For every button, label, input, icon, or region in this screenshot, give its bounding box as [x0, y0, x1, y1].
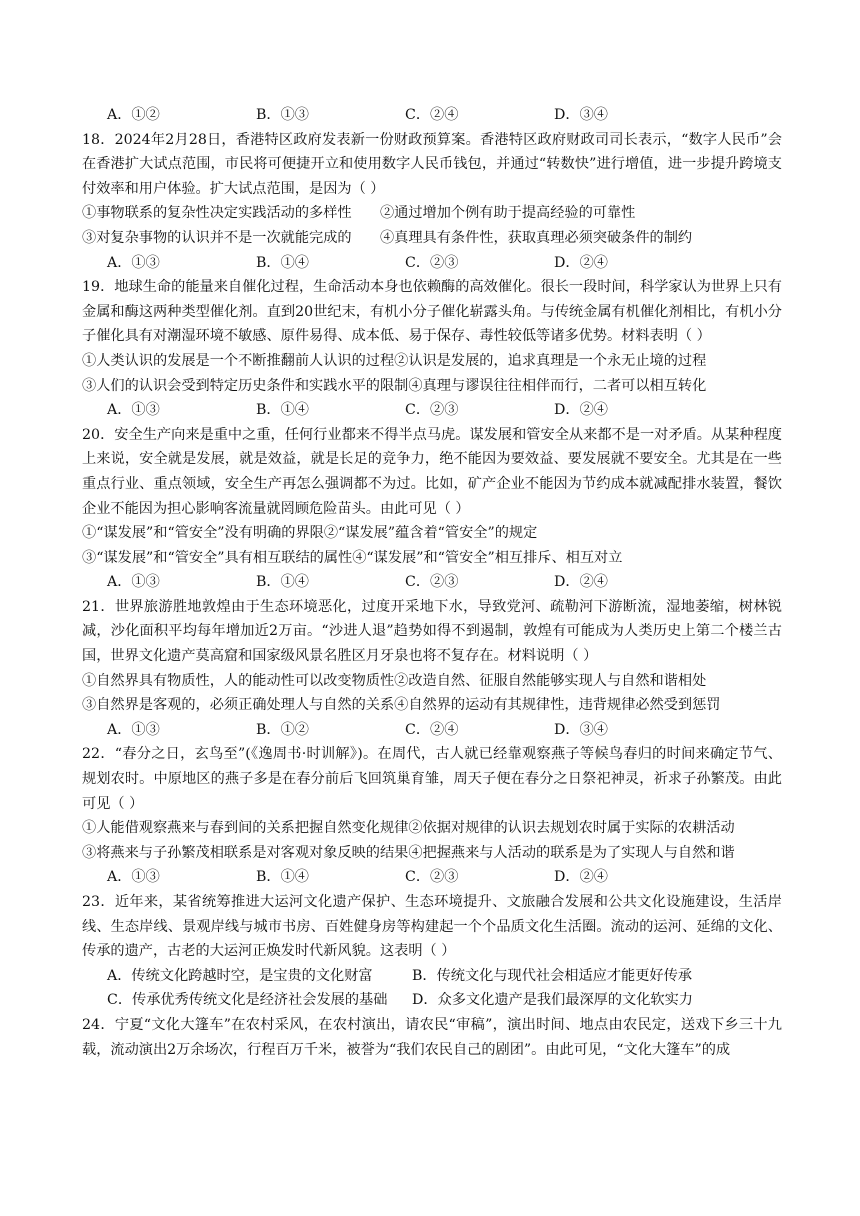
option-c: C．传承优秀传统文化是经济社会发展的基础 — [107, 992, 388, 1009]
option-a: A．①③ — [107, 721, 160, 738]
option-d: D．②④ — [554, 254, 608, 271]
option-c: C．②③ — [405, 254, 459, 271]
q20-options — [82, 570, 782, 595]
q21-item-2: ③自然界是客观的，必须正确处理人与自然的关系④自然界的运动有其规律性，违背规律必然受到惩罚 — [82, 697, 721, 714]
q23-stem: 23．近年来，某省统筹推进大运河文化遗产保护、生态环境提升、文旅融合发展和公共文化设施建设，生活岸线、生态岸线、景观岸线与城市书房、百姓健身房等构建起一个个品质文化生活圈。流动的运河、延绵的文化、传承的遗产，古老的大运河正焕发时代新风貌。这表明（ ） — [82, 894, 782, 960]
q23-options-row-2 — [82, 988, 782, 1013]
q18-item-2: ③对复杂事物的认识并不是一次就能完成的 ④真理具有条件性，获取真理必须突破条件的制约 — [82, 229, 693, 246]
q22-item-1: ①人能借观察燕来与春到间的关系把握自然变化规律②依据对规律的认识去规划农时属于实际的农耕活动 — [82, 820, 735, 837]
option-a: A．①② — [107, 107, 160, 123]
q22-item-2: ③将燕来与子孙繁茂相联系是对客观对象反映的结果④把握燕来与人活动的联系是为了实现人与自然和谐 — [82, 844, 735, 861]
option-b: B．①④ — [256, 254, 309, 271]
option-c: C．②③ — [405, 402, 459, 419]
q21-stem: 21．世界旅游胜地敦煌由于生态环境恶化，过度开采地下水，导致党河、疏勒河下游断流，湿地萎缩，树林锐减，沙化面积平均每年增加近2万亩。“沙进人退”趋势如得不到遏制，敦煌有可能成为人类历史上第二个楼兰古国，世界文化遗产莫高窟和国家级风景名胜区月牙泉也将不复存在。材料说明（ ） — [82, 598, 782, 665]
q18-item-1: ①事物联系的复杂性决定实践活动的多样性 ②通过增加个例有助于提高经验的可靠性 — [82, 205, 636, 222]
option-b: B．①③ — [256, 107, 309, 123]
option-b: B．①② — [256, 721, 309, 738]
option-c: C．②④ — [405, 721, 459, 738]
option-c: C．②④ — [405, 107, 459, 123]
option-c: C．②③ — [405, 869, 459, 886]
q19-options — [82, 398, 782, 423]
q18-options — [82, 251, 782, 276]
option-a: A．传统文化跨越时空，是宝贵的文化财富 — [107, 967, 373, 984]
option-b: B．①④ — [256, 402, 309, 419]
option-d: D．③④ — [554, 721, 608, 738]
option-a: A．①③ — [107, 869, 160, 886]
q18-stem: 18．2024年2月28日，香港特区政府发表新一份财政预算案。香港特区政府财政司司长表示，“数字人民币”会在香港扩大试点范围，市民将可便捷开立和使用数字人民币钱包，并通过“转数快”进行增值，进一步提升跨境支付效率和用户体验。扩大试点范围，是因为（ ） — [82, 131, 782, 197]
q17-options — [82, 103, 782, 128]
q19-stem: 19．地球生命的能量来自催化过程，生命活动本身也依赖酶的高效催化。很长一段时间，科学家认为世界上只有金属和酶这两种类型催化剂。直到20世纪末，有机小分子催化崭露头角。与传统金属有机催化剂相比，有机小分子催化具有对潮湿环境不敏感、原件易得、成本低、易于保存、毒性较低等诸多优势。材料表明（ ） — [82, 279, 782, 345]
option-b: B．传统文化与现代社会相适应才能更好传承 — [412, 967, 692, 984]
option-d: D．②④ — [554, 869, 608, 886]
q19-item-1: ①人类认识的发展是一个不断推翻前人认识的过程②认识是发展的，追求真理是一个永无止境的过程 — [82, 352, 707, 369]
option-d: D．众多文化遗产是我们最深厚的文化软实力 — [412, 992, 693, 1009]
q24-stem: 24．宁夏“文化大篷车”在农村采风，在农村演出，请农民“审稿”，演出时间、地点由农民定，送戏下乡三十九载，流动演出2万余场次，行程百万千米，被誉为“我们农民自己的剧团”。由此可见，“文化大篷车”的成 — [82, 1016, 782, 1058]
option-c: C．②③ — [405, 574, 459, 591]
q20-item-2: ③“谋发展”和“管安全”具有相互联结的属性④“谋发展”和“管安全”相互排斥、相互对立 — [82, 549, 623, 566]
option-d: D．②④ — [554, 574, 608, 591]
question-list — [82, 103, 782, 1062]
option-d: D．②④ — [554, 402, 608, 419]
option-d: D．③④ — [554, 107, 608, 123]
q23-options-row-1 — [82, 964, 782, 989]
q22-stem: 22．“春分之日，玄鸟至”(《逸周书·时训解》)。在周代，古人就已经靠观察燕子等候鸟春归的时间来确定节气、规划农时。中原地区的燕子多是在春分前后飞回筑巢育雏，周天子便在春分之日祭祀神灵，祈求子孙繁茂。由此可见（ ） — [82, 746, 782, 812]
q21-item-1: ①自然界具有物质性，人的能动性可以改变物质性②改造自然、征服自然能够实现人与自然和谐相处 — [82, 672, 707, 689]
q22-options — [82, 865, 782, 890]
option-b: B．①④ — [256, 869, 309, 886]
option-b: B．①④ — [256, 574, 309, 591]
option-a: A．①③ — [107, 254, 160, 271]
q20-item-1: ①“谋发展”和“管安全”没有明确的界限②“谋发展”蕴含着“管安全”的规定 — [82, 525, 538, 542]
option-a: A．①③ — [107, 574, 160, 591]
q20-stem: 20．安全生产向来是重中之重，任何行业都来不得半点马虎。谋发展和管安全从来都不是一对矛盾。从某种程度上来说，安全就是发展，就是效益，就是长足的竞争力，绝不能因为要效益、要发展就不要安全。尤其是在一些重点行业、重点领域，安全生产再怎么强调都不为过。比如，矿产企业不能因为节约成本就减配排水装置，餐饮企业不能因为担心影响客流量就罔顾危险苗头。由此可见（ ） — [82, 426, 782, 517]
option-a: A．①③ — [107, 402, 160, 419]
q19-item-2: ③人们的认识会受到特定历史条件和实践水平的限制④真理与谬误往往相伴而行，二者可以相互转化 — [82, 377, 707, 394]
q21-options — [82, 718, 782, 743]
